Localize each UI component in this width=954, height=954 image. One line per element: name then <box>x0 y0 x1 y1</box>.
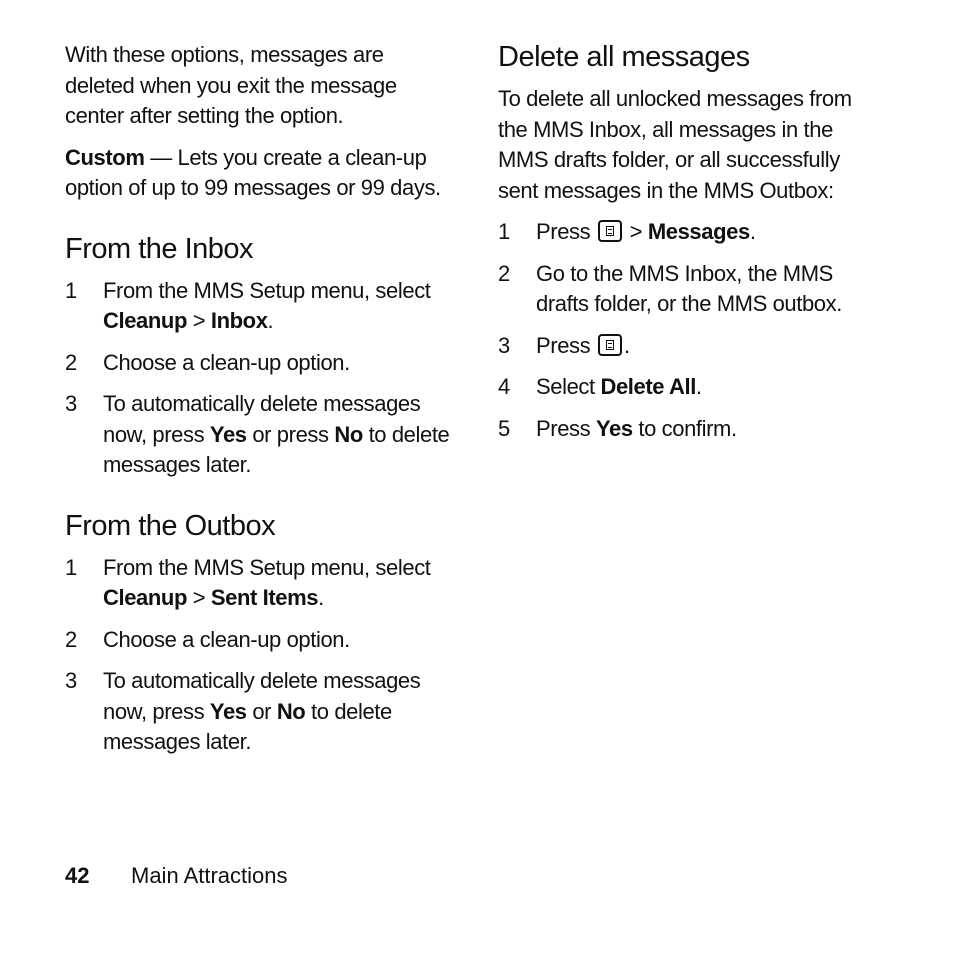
step-text: To automatically delete messages now, press Yes or press No to delete messages later. <box>103 391 450 477</box>
list-item <box>498 259 878 320</box>
step-number: 2 <box>498 260 510 286</box>
step-text: Choose a clean-up option. <box>103 349 350 375</box>
step-number: 3 <box>65 668 77 693</box>
custom-option-paragraph <box>65 143 455 204</box>
list-item <box>498 372 878 403</box>
step-number: 2 <box>65 349 77 375</box>
section-title: Main Attractions <box>131 863 288 888</box>
step-number: 2 <box>65 626 77 652</box>
list-item <box>65 666 455 758</box>
step-number: 1 <box>65 554 77 580</box>
outbox-steps <box>65 553 455 758</box>
step-text: To automatically delete messages now, press Yes or No to delete messages later. <box>103 668 421 754</box>
step-text: Select Delete All. <box>536 374 702 399</box>
step-number: 3 <box>65 391 77 416</box>
step-number: 1 <box>65 277 77 303</box>
step-number: 3 <box>498 332 510 358</box>
intro-paragraph: With these options, messages are deleted when you exit the message center after setting the option. <box>65 42 397 128</box>
step-number: 4 <box>498 374 510 399</box>
menu-key-icon <box>598 220 622 242</box>
step-text: Choose a clean-up option. <box>103 626 350 652</box>
custom-description: — Lets you create a clean-up option of up to 99 messages or 99 days. <box>65 144 441 200</box>
step-text: Press Yes to confirm. <box>536 415 737 441</box>
step-text: Go to the MMS Inbox, the MMS drafts folder, or the MMS outbox. <box>536 260 842 316</box>
delete-all-intro: To delete all unlocked messages from the MMS Inbox, all messages in the MMS drafts folder, or all successfully sent messages in the MMS Outbox: <box>498 86 852 203</box>
page-number: 42 <box>65 863 90 888</box>
inbox-steps <box>65 276 455 481</box>
right-column <box>498 40 878 455</box>
outbox-heading: From the Outbox <box>65 509 276 542</box>
delete-all-heading: Delete all messages <box>498 41 750 73</box>
menu-key-icon <box>598 334 622 356</box>
delete-all-steps <box>498 217 878 444</box>
custom-term: Custom <box>65 144 145 170</box>
left-column <box>65 40 455 769</box>
page-footer <box>65 861 288 891</box>
inbox-heading: From the Inbox <box>65 232 254 265</box>
step-number: 5 <box>498 415 510 441</box>
list-item <box>498 331 878 362</box>
step-text: Press . <box>536 332 630 358</box>
list-item <box>65 348 455 379</box>
step-text: From the MMS Setup menu, select Cleanup > Sent Items. <box>103 554 431 610</box>
list-item <box>498 414 878 445</box>
list-item <box>65 625 455 656</box>
list-item <box>65 553 455 614</box>
list-item <box>498 217 878 248</box>
step-text: From the MMS Setup menu, select Cleanup > Inbox. <box>103 277 431 333</box>
step-text: Press > Messages. <box>536 219 756 244</box>
list-item <box>65 276 455 337</box>
step-number: 1 <box>498 219 510 244</box>
list-item <box>65 389 455 481</box>
